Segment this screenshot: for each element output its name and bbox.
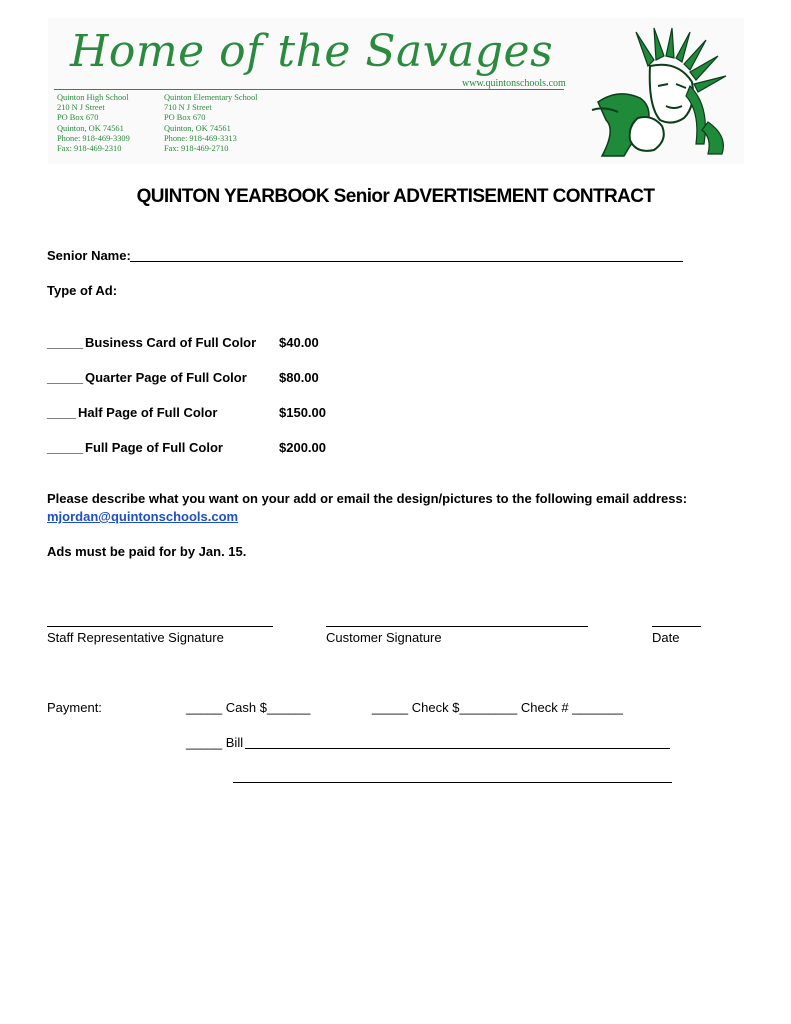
- high-school-fax: Fax: 918-469-2310: [57, 144, 122, 154]
- ad-option-checkbox[interactable]: _____: [47, 370, 84, 385]
- ad-option-price: $150.00: [279, 405, 326, 420]
- high-school-name: Quinton High School: [57, 93, 129, 102]
- senior-name-field[interactable]: [130, 261, 683, 262]
- elementary-school-fax: Fax: 918-469-2710: [164, 144, 229, 154]
- ad-option-checkbox[interactable]: ____: [47, 405, 76, 420]
- savage-mascot-icon: [588, 26, 738, 160]
- describe-instructions: Please describe what you want on your add or email the design/pictures to the following email address:: [47, 491, 688, 506]
- staff-signature-line[interactable]: [47, 626, 273, 627]
- high-school-po-box: PO Box 670: [57, 113, 99, 123]
- payment-deadline: Ads must be paid for by Jan. 15.: [47, 544, 247, 559]
- elementary-school-city: Quinton, OK 74561: [164, 123, 231, 133]
- ad-option-label: Full Page of Full Color: [85, 440, 223, 455]
- high-school-address: [57, 93, 130, 154]
- school-website: www.quintonschools.com: [462, 78, 566, 89]
- elementary-school-address: [164, 93, 258, 154]
- ad-option-label: Quarter Page of Full Color: [85, 370, 247, 385]
- type-of-ad-label: Type of Ad:: [47, 283, 118, 298]
- elementary-school-phone: Phone: 918-469-3313: [164, 133, 237, 143]
- letterhead-script-title: Home of the Savages: [70, 26, 554, 77]
- senior-name-label: Senior Name:: [47, 248, 131, 263]
- bill-details-line-2[interactable]: [233, 782, 672, 783]
- elementary-school-street: 710 N J Street: [164, 103, 212, 113]
- ad-option-checkbox[interactable]: _____: [47, 335, 84, 350]
- customer-signature-label: Customer Signature: [326, 630, 442, 645]
- customer-signature-line[interactable]: [326, 626, 588, 627]
- bill-details-line[interactable]: [245, 748, 670, 749]
- staff-signature-label: Staff Representative Signature: [47, 630, 224, 645]
- high-school-street: 210 N J Street: [57, 103, 105, 113]
- ad-option-label: Business Card of Full Color: [85, 335, 257, 350]
- check-payment-field[interactable]: _____ Check $________ Check # _______: [372, 700, 623, 715]
- ad-option-price: $40.00: [279, 335, 319, 350]
- cash-payment-field[interactable]: _____ Cash $______: [186, 700, 311, 715]
- high-school-city: Quinton, OK 74561: [57, 123, 124, 133]
- date-line[interactable]: [652, 626, 701, 627]
- date-label: Date: [652, 630, 680, 645]
- letterhead-rule: [54, 89, 564, 90]
- contract-title: QUINTON YEARBOOK Senior ADVERTISEMENT CONTRACT: [136, 186, 655, 207]
- ad-option-label: Half Page of Full Color: [78, 405, 218, 420]
- email-link[interactable]: mjordan@quintonschools.com: [47, 509, 239, 524]
- high-school-phone: Phone: 918-469-3309: [57, 133, 130, 143]
- elementary-school-po-box: PO Box 670: [164, 113, 206, 123]
- ad-option-price: $80.00: [279, 370, 319, 385]
- ad-option-price: $200.00: [279, 440, 326, 455]
- bill-payment-field[interactable]: _____ Bill: [186, 735, 244, 750]
- ad-option-checkbox[interactable]: _____: [47, 440, 84, 455]
- payment-label: Payment:: [47, 700, 102, 715]
- elementary-school-name: Quinton Elementary School: [164, 93, 258, 102]
